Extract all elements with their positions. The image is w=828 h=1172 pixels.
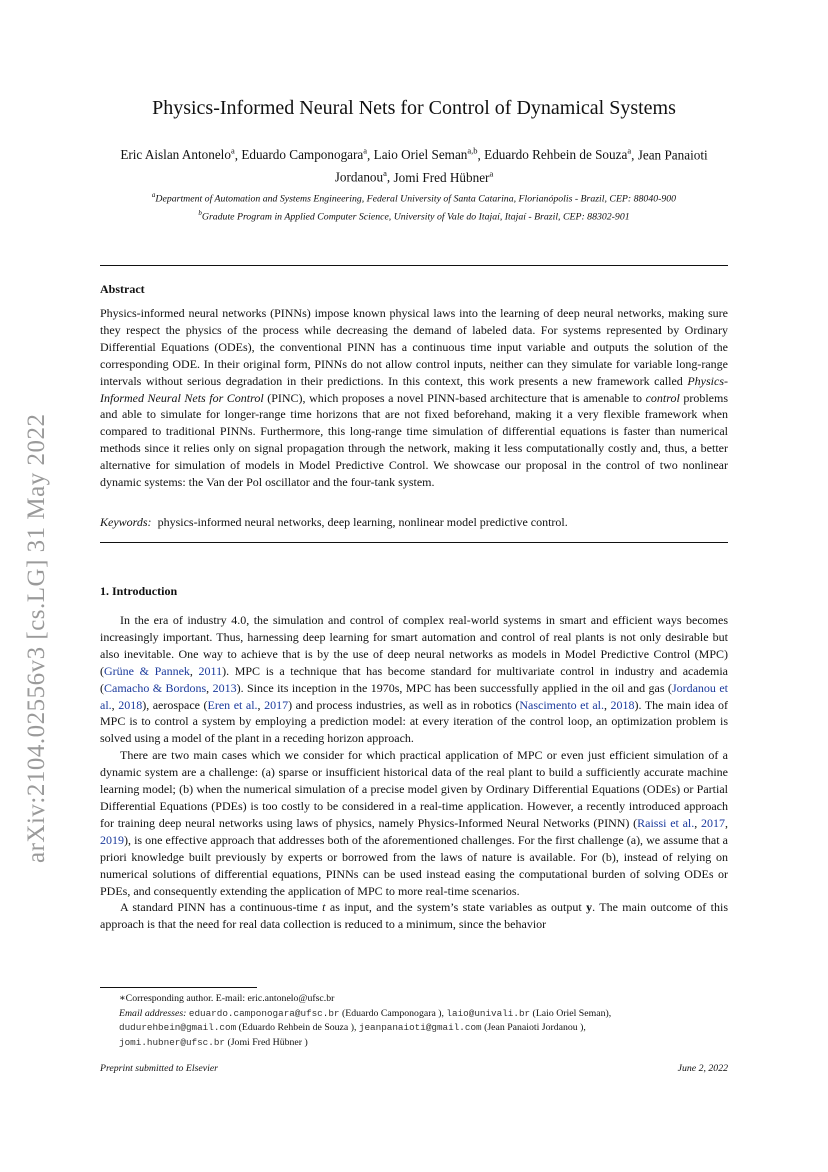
email-link[interactable]: dudurehbein@gmail.com — [119, 1022, 237, 1034]
author: Jomi Fred Hübner$^a$ — [393, 168, 494, 185]
keywords-label: Keywords: — [100, 515, 152, 529]
keywords — [100, 514, 728, 530]
citation-link[interactable]: Nascimento et al. — [519, 697, 605, 712]
email-link[interactable]: laio@univali.br — [446, 1007, 531, 1019]
citation-link[interactable]: Jordanou et al. — [100, 680, 729, 712]
email-addresses: Email addresses: eduardo.camponogara@ufsc.br (Eduardo Camponogara ), laio@univali.br (Laio Oriel Seman), dudurehbein@gmail.com (Eduardo Rehbein de Souza ), jeanpanaioti@gmail.com (Jean Panaioti Jordanou ), jomi.hubner@ufsc.br (Jomi Fred Hübner ) — [119, 1007, 612, 1048]
author: Eric Aislan Antonelo$^a$ — [120, 146, 235, 163]
paragraph: There are two main cases which we consider for which practical application of MPC or even just efficient simulation of a dynamic system are a challenge: (a) sparse or insufficient historical data of the real plant to build a sufficiently accurate machine learning model; (b) when the numerical simulation of a precise model given by Ordinary Differential Equations (ODEs) or Partial Differential Equations (PDEs) is too costly to be considered in a real-time application. However, a recently introduced approach for training deep neural networks using laws of physics, namely Physics-Informed Neural Networks (PINN) (Raissi et al., 2017, 2019), is one effective approach that addresses both of the aforementioned challenges. For the first challenge (a), we assume that a priori knowledge built previously by experts or borrowed from the laws of nature is available. For (b), instead of relying on numerical solutions of differential equations, PINNs can be used instead easing the computational burden of solving ODEs or PDEs, and consequently extending the application of MPC to more real-time scenarios. — [100, 748, 728, 898]
citation-link[interactable]: Raissi et al. — [637, 815, 695, 830]
math-t: t — [322, 900, 326, 915]
affiliation: $^a$Department of Automation and Systems Engineering, Federal University of Santa Catarina, Florianópolis - Brazil, CEP: 88040-900 — [151, 191, 677, 205]
author: Eduardo Camponogara$^a$ — [241, 146, 368, 163]
arxiv-id[interactable]: arXiv:2104.02556v3 [cs.LG] 31 May 2022 — [23, 413, 50, 863]
email-link[interactable]: eduardo.camponogara@ufsc.br — [188, 1007, 340, 1019]
affiliation: $^b$Gradute Program in Applied Computer Science, University of Vale do Itajaí, Itajaí - Brazil, CEP: 88302-901 — [198, 209, 630, 223]
corresponding-author-note: ∗Corresponding author. E-mail: eric.antonelo@ufsc.br — [119, 993, 335, 1004]
email-link[interactable]: jeanpanaioti@gmail.com — [358, 1022, 482, 1034]
math-y: y — [586, 900, 593, 915]
paragraph: A standard PINN has a continuous-time t as input, and the system’s state variables as output y. The main outcome of this approach is that the need for real data collection is reduced to a minimum, since the behavior — [100, 900, 728, 932]
footnotes — [100, 992, 728, 1050]
preprint-date: June 2, 2022 — [677, 1063, 728, 1074]
citation-link[interactable]: Camacho & Bordons — [104, 680, 207, 695]
abstract-heading: Abstract — [100, 282, 145, 296]
citation-link[interactable]: 2017 — [701, 815, 725, 830]
citation-link[interactable]: 2019 — [100, 832, 124, 847]
footnote-rule — [100, 987, 257, 988]
citation-link[interactable]: 2011 — [198, 663, 223, 678]
citation-link[interactable]: 2013 — [212, 680, 237, 695]
introduction-body — [100, 612, 728, 933]
citation-link[interactable]: 2017 — [264, 697, 289, 712]
citation-link[interactable]: 2018 — [118, 697, 143, 712]
affiliations — [100, 188, 728, 225]
author: Laio Oriel Seman$^{a,b}$ — [373, 146, 478, 163]
paragraph: In the era of industry 4.0, the simulation and control of complex real-world systems in smart and efficient ways becomes increasingly important. Thus, harnessing deep learning for smart automation and control of real plants is not only desirable but also inevitable. One way to achieve that is by the use of deep neural networks as models in Model Predictive Control (MPC) (Grüne & Pannek, 2011). MPC is a technique that has become standard for multivariate control in industry and academia (Camacho & Bordons, 2013). Since its inception in the 1970s, MPC has been successfully applied in the oil and gas (Jordanou et al., 2018), aerospace (Eren et al., 2017) and process industries, as well as in robotics (Nascimento et al., 2018). The main idea of MPC is to control a system by employing a prediction model: at every iteration of the control loop, an optimization problem is solved using a model of the plant in a receding horizon approach. — [100, 613, 729, 746]
citation-link[interactable]: 2018 — [610, 697, 635, 712]
abstract-bottom-rule — [100, 542, 728, 543]
author: Eduardo Rehbein de Souza$^a$ — [484, 146, 632, 163]
keywords-text: physics-informed neural networks, deep learning, nonlinear model predictive control. — [157, 515, 568, 529]
email-link[interactable]: jomi.hubner@ufsc.br — [119, 1036, 226, 1048]
author-list: Eric Aislan Antonelo$^a$, Eduardo Camponogara$^a$, Laio Oriel Seman$^{a,b}$, Eduardo Rehbein de Souza$^a$, Jean Panaioti Jordanou$^a$, Jomi Fred Hübner$^a$ — [120, 146, 708, 185]
abstract-top-rule — [100, 265, 728, 266]
citation-link[interactable]: Grüne & Pannek — [104, 663, 190, 678]
citation-link[interactable]: Eren et al. — [207, 697, 258, 712]
introduction-heading: 1. Introduction — [100, 584, 178, 598]
paper-title: Physics-Informed Neural Nets for Control of Dynamical Systems — [152, 97, 676, 119]
abstract-text: Physics-informed neural networks (PINNs) impose known physical laws into the learning of deep neural networks, making sure they respect the physics of the process while decreasing the demand of labeled data. For systems represented by Ordinary Differential Equations (ODEs), the conventional PINN has a continuous time input variable and outputs the solution of the corresponding ODE. In their original form, PINNs do not allow control inputs, neither can they simulate for variable long-range intervals without serious degradation in their predictions. In this context, this work presents a new framework called Physics-Informed Neural Nets for Control (PINC), which proposes a novel PINN-based architecture that is amenable to control problems and able to simulate for longer-range time horizons that are not fixed beforehand, making it a very flexible framework when compared to traditional PINNs. Furthermore, this long-range time simulation of differential equations is faster than numerical methods since it relies only on signal propagation through the network, making it less computationally costly and, thus, a better alternative for simulation of models in Model Predictive Control. We showcase our proposal in the control of two nonlinear dynamic systems: the Van der Pol oscillator and the four-tank system. — [100, 306, 729, 490]
preprint-note: Preprint submitted to Elsevier — [100, 1063, 218, 1074]
